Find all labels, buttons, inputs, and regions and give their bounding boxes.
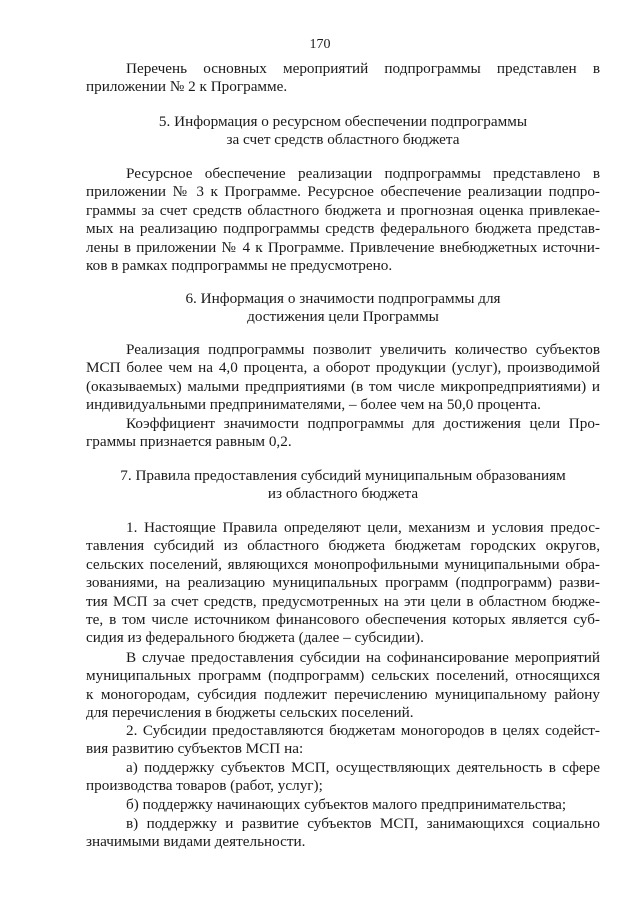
- text-line: индивидуальными предпринимателями, – более чем на 50,0 процента.: [86, 396, 541, 414]
- text-line: производства товаров (работ, услуг);: [86, 777, 323, 795]
- text-line: муниципальных программ (подпрограмм) сельских поселений, относящихся: [86, 667, 600, 685]
- text-line: 1. Настоящие Правила определяют цели, механизм и условия предос-: [126, 519, 600, 536]
- text-line: тавления субсидий из областного бюджета бюджетам городских округов,: [86, 537, 600, 555]
- text-line: зованиями, на реализацию муниципальных программ (подпрограмм) разви-: [86, 574, 600, 592]
- list-item-b: [86, 796, 600, 814]
- text-line: б) поддержку начинающих субъектов малого предпринимательства;: [126, 796, 567, 813]
- section-heading-7: [86, 467, 600, 504]
- paragraph-rule-1: [86, 519, 600, 648]
- heading-line: за счет средств областного бюджета: [226, 131, 460, 149]
- list-item-v: [86, 815, 600, 852]
- text-line: МСП более чем на 4,0 процента, а оборот продукции (услуг), производимой: [86, 359, 600, 377]
- text-line: Перечень основных мероприятий подпрограммы представлен в: [126, 60, 600, 77]
- text-line: к моногородам, субсидия подлежит перечислению муниципальному району: [86, 685, 600, 703]
- text-line: Коэффициент значимости подпрограммы для достижения цели Про-: [126, 415, 600, 432]
- text-line: вия развитию субъектов МСП на:: [86, 740, 304, 758]
- paragraph-resource-provision: [86, 165, 600, 275]
- text-line: (оказываемых) малыми предприятиями (в том числе микропредприятиями) и: [86, 377, 600, 395]
- text-line: ков в рамках подпрограммы не предусмотрено.: [86, 256, 393, 274]
- text-line: В случае предоставления субсидии на софинансирование мероприятий: [126, 649, 600, 666]
- text-line: для перечисления в бюджеты сельских поселений.: [86, 704, 414, 722]
- text-line: лены в приложении № 4 к Программе. Привлечение внебюджетных источни-: [86, 238, 600, 256]
- text-line: в) поддержку и развитие субъектов МСП, занимающихся социально: [126, 815, 600, 832]
- text-line: те, в том числе источником финансового обеспечения которых является суб-: [86, 610, 600, 628]
- text-line: приложении № 3 к Программе. Ресурсное обеспечение реализации подпро-: [86, 183, 600, 201]
- text-line: тия МСП за счет средств, предусмотренных на эти цели в областном бюдже-: [86, 592, 600, 610]
- text-line: сельских поселений, являющихся монопрофильными муниципальными обра-: [86, 555, 600, 573]
- text-line: 2. Субсидии предоставляются бюджетам моногородов в целях содейст-: [126, 722, 600, 739]
- text-line: приложении № 2 к Программе.: [86, 78, 288, 96]
- paragraph-appendix-2: [86, 60, 600, 97]
- heading-line: 7. Правила предоставления субсидий муниципальным образованиям: [120, 467, 566, 484]
- section-heading-5: [86, 113, 600, 150]
- text-line: значимыми видами деятельности.: [86, 833, 306, 851]
- page-number: 170: [309, 37, 331, 52]
- heading-line: 5. Информация о ресурсном обеспечении подпрограммы: [158, 113, 528, 130]
- paragraph-implementation: [86, 341, 600, 415]
- list-item-a: [86, 759, 600, 796]
- text-line: граммы за счет средств областного бюджета и прогнозная оценка привлекае-: [86, 201, 600, 219]
- text-line: сидия из федерального бюджета (далее – субсидии).: [86, 629, 424, 647]
- text-line: граммы признается равным 0,2.: [86, 433, 292, 451]
- heading-line: 6. Информация о значимости подпрограммы для: [185, 290, 501, 307]
- paragraph-coefficient: [86, 415, 600, 452]
- text-line: Реализация подпрограммы позволит увеличить количество субъектов: [126, 341, 600, 358]
- paragraph-rural-settlements: [86, 649, 600, 723]
- paragraph-rule-2: [86, 722, 600, 759]
- heading-line: достижения цели Программы: [247, 308, 439, 326]
- section-heading-6: [86, 290, 600, 327]
- text-line: а) поддержку субъектов МСП, осуществляющих деятельность в сфере: [126, 759, 600, 776]
- text-line: Ресурсное обеспечение реализации подпрограммы представлено в: [126, 165, 600, 182]
- heading-line: из областного бюджета: [267, 485, 419, 503]
- text-line: мых на реализацию подпрограммы средств федерального бюджета представ-: [86, 220, 600, 238]
